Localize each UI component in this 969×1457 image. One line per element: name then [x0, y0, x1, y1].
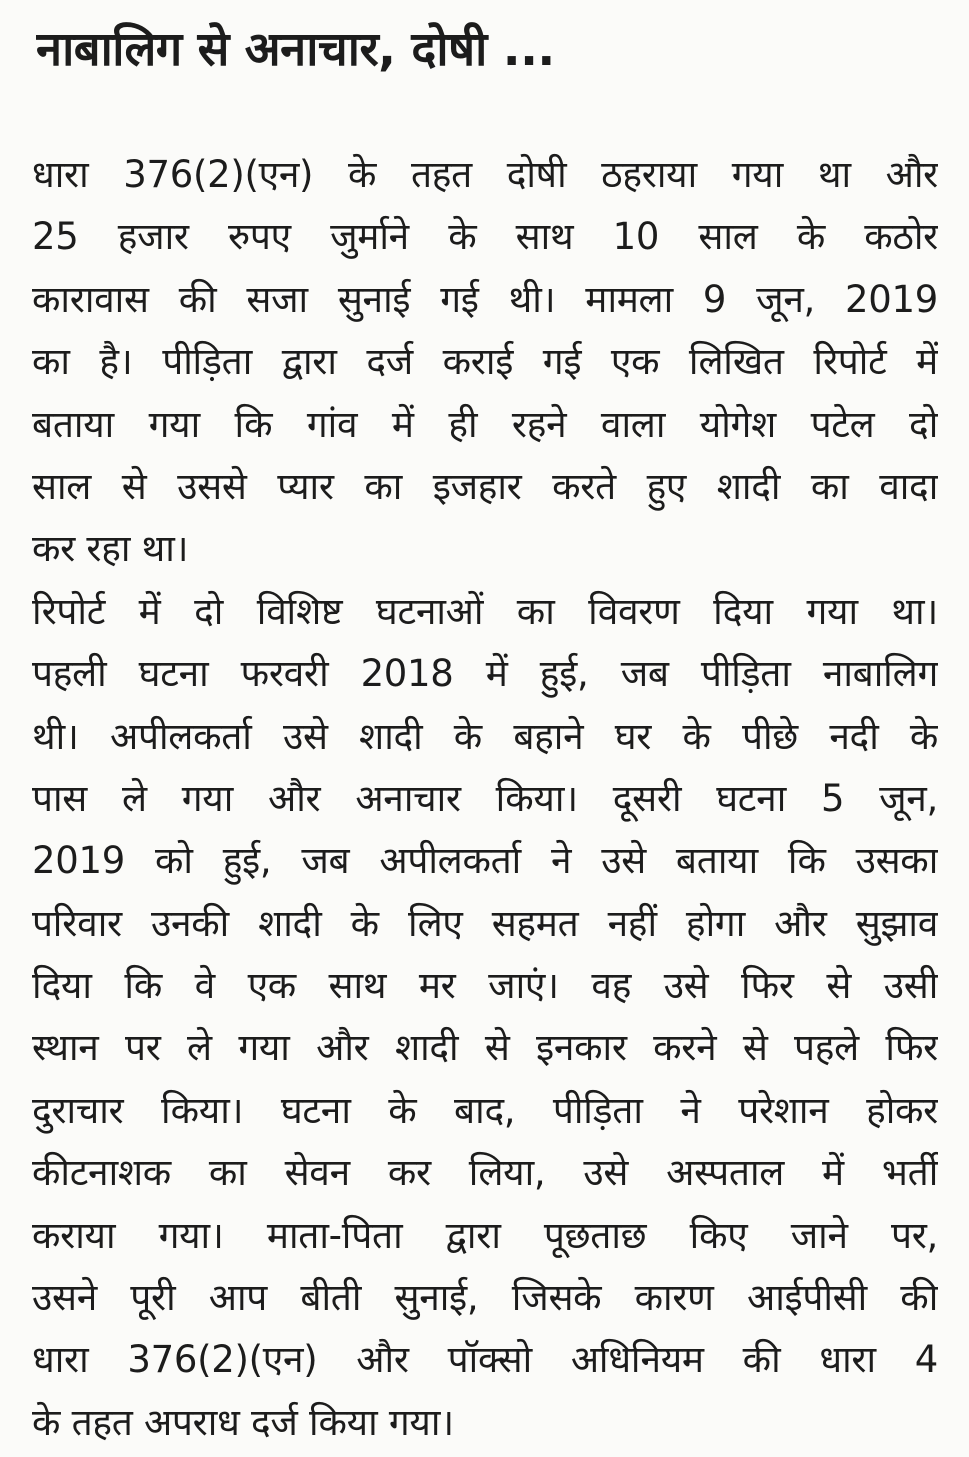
text-line: धारा 376(2)(एन) और पॉक्सो अधिनियम की धारा 4: [32, 1338, 938, 1382]
text-line: का है। पीड़िता द्वारा दर्ज कराई गई एक लिखित रिपोर्ट में: [32, 340, 938, 384]
article-body: [32, 144, 938, 1454]
text-line: उसने पूरी आप बीती सुनाई, जिसके कारण आईपीसी की: [32, 1276, 938, 1320]
headline: नाबालिग से अनाचार, दोषी ...: [36, 22, 555, 77]
paragraph-1: [32, 144, 938, 581]
text-line: कीटनाशक का सेवन कर लिया, उसे अस्पताल में भर्ती: [32, 1151, 938, 1195]
text-line: साल से उससे प्यार का इजहार करते हुए शादी का वादा: [32, 464, 938, 508]
text-line: रिपोर्ट में दो विशिष्ट घटनाओं का विवरण दिया गया था।: [32, 589, 938, 633]
text-line: के तहत अपराध दर्ज किया गया।: [32, 1400, 454, 1444]
text-line: कराया गया। माता-पिता द्वारा पूछताछ किए जाने पर,: [32, 1213, 938, 1257]
text-line: बताया गया कि गांव में ही रहने वाला योगेश पटेल दो: [32, 402, 938, 446]
text-line: 25 हजार रुपए जुर्माने के साथ 10 साल के कठोर: [32, 215, 938, 259]
text-line: कर रहा था।: [32, 527, 189, 571]
paragraph-2: [32, 581, 938, 1454]
text-line: परिवार उनकी शादी के लिए सहमत नहीं होगा और सुझाव: [32, 901, 938, 945]
text-line: धारा 376(2)(एन) के तहत दोषी ठहराया गया था और: [32, 153, 938, 196]
text-line: थी। अपीलकर्ता उसे शादी के बहाने घर के पीछे नदी के: [32, 714, 938, 758]
text-line: स्थान पर ले गया और शादी से इनकार करने से पहले फिर: [32, 1026, 938, 1070]
text-line: दिया कि वे एक साथ मर जाएं। वह उसे फिर से उसी: [32, 964, 938, 1008]
text-line: पास ले गया और अनाचार किया। दूसरी घटना 5 जून,: [32, 776, 938, 820]
text-line: पहली घटना फरवरी 2018 में हुई, जब पीड़िता नाबालिग: [32, 652, 938, 696]
text-line: कारावास की सजा सुनाई गई थी। मामला 9 जून, 2019: [32, 277, 938, 321]
text-line: 2019 को हुई, जब अपीलकर्ता ने उसे बताया कि उसका: [32, 839, 938, 883]
text-line: दुराचार किया। घटना के बाद, पीड़िता ने परेशान होकर: [32, 1088, 938, 1132]
